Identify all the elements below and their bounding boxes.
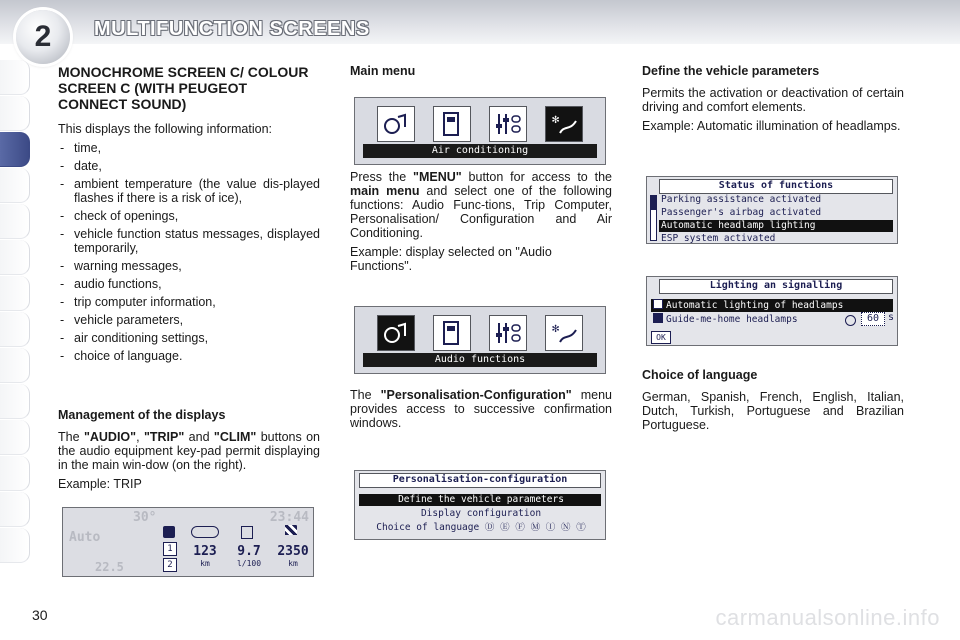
page-number: 30	[32, 607, 48, 623]
info-list	[58, 141, 320, 363]
fuel-icon	[191, 526, 219, 538]
settings-icon	[489, 315, 527, 351]
language-section	[642, 368, 904, 437]
air-conditioning-icon	[545, 106, 583, 142]
lighting-screen	[646, 276, 898, 346]
chapter-tab-8[interactable]	[0, 312, 30, 347]
audio-icon	[377, 315, 415, 351]
list-item: Passenger's airbag activated	[661, 207, 822, 218]
list-item: ESP system activated	[661, 233, 776, 244]
personalisation-section	[350, 388, 612, 435]
menu-selection-label: Audio functions	[363, 353, 597, 367]
climate-setting: 22.5	[95, 560, 124, 574]
climate-mode: Auto	[69, 530, 101, 545]
clock-readout: 23:44	[269, 510, 309, 525]
trip-value-3: 2350 km	[277, 544, 309, 568]
list-item: - date,	[58, 159, 320, 173]
chapter-tabs	[0, 60, 30, 564]
screen-title: Personalisation-configuration	[359, 473, 601, 488]
chapter-tab-9[interactable]	[0, 348, 30, 383]
finish-flag-icon	[285, 525, 297, 535]
trash-icon	[241, 526, 253, 539]
management-text: The "AUDIO", "TRIP" and "CLIM" buttons on the audio equipment key-pad permit displaying in the main win-dow (on the right).	[58, 430, 321, 472]
trip-computer-icon	[433, 315, 471, 351]
page-title: MULTIFUNCTION SCREENS	[94, 18, 370, 40]
list-item: - trip computer information,	[58, 295, 320, 309]
language-title: Choice of language	[642, 368, 758, 382]
ok-button: OK	[651, 331, 671, 344]
checkbox	[653, 299, 663, 309]
main-menu-title: Main menu	[350, 64, 416, 78]
list-item: Define the vehicle parameters	[359, 494, 601, 506]
list-item: - vehicle function status messages, displayed temporarily,	[58, 227, 320, 255]
chapter-tab-1[interactable]	[0, 60, 30, 95]
menu-instructions	[350, 170, 612, 278]
list-item: Guide-me-home headlamps	[651, 313, 803, 326]
trip-tab-2: 2	[163, 558, 177, 572]
chapter-number: 2	[34, 20, 52, 53]
middle-column	[350, 64, 612, 86]
list-item: Display configuration	[420, 508, 542, 519]
chapter-tab-13[interactable]	[0, 492, 30, 527]
left-column	[58, 64, 320, 367]
temperature-readout: 30°	[133, 510, 157, 525]
list-item: - audio functions,	[58, 277, 320, 291]
audio-icon	[377, 106, 415, 142]
menu-selection-label: Air conditioning	[363, 144, 597, 158]
list-item: - air conditioning settings,	[58, 331, 320, 345]
trip-computer-icon	[433, 106, 471, 142]
list-item: - time,	[58, 141, 320, 155]
screen-title: Lighting an signalling	[659, 279, 893, 294]
timer-icon	[845, 315, 856, 326]
car-icon	[163, 526, 175, 538]
language-text: German, Spanish, French, English, Italian, Dutch, Turkish, Portuguese and Brazilian Portuguese.	[642, 390, 904, 432]
timer-value: 60	[861, 312, 885, 326]
main-menu-screen-audio	[354, 306, 606, 374]
chapter-tab-14[interactable]	[0, 528, 30, 563]
scrollbar	[650, 195, 657, 241]
screen-title: Status of functions	[659, 179, 893, 194]
watermark: carmanualsonline.info	[715, 605, 940, 630]
main-menu-screen-air	[354, 97, 606, 165]
chapter-tab-10[interactable]	[0, 384, 30, 419]
example-trip: Example: TRIP	[58, 477, 142, 491]
screen-type-title: MONOCHROME SCREEN C/ COLOUR SCREEN C (WITH PEUGEOT CONNECT SOUND)	[58, 64, 309, 112]
chapter-tab-11[interactable]	[0, 420, 30, 455]
settings-icon	[489, 106, 527, 142]
chapter-tab-3-active[interactable]	[0, 132, 30, 167]
svg-text:✻: ✻	[552, 321, 560, 335]
list-item: - warning messages,	[58, 259, 320, 273]
svg-text:✻: ✻	[552, 112, 560, 126]
trip-computer-screen	[62, 507, 314, 577]
management-section	[58, 408, 320, 496]
list-item: - check of openings,	[58, 209, 320, 223]
status-screen	[646, 176, 898, 244]
trip-value-1: 123 km	[193, 544, 217, 568]
chapter-tab-12[interactable]	[0, 456, 30, 491]
trip-tab-1: 1	[163, 542, 177, 556]
list-item: Automatic headlamp lighting	[659, 220, 893, 232]
chapter-tab-6[interactable]	[0, 240, 30, 275]
vehicle-params-example: Example: Automatic illumination of headlamps.	[642, 119, 901, 133]
list-item: Choice of language Ⓓ Ⓔ Ⓕ Ⓜ Ⓘ Ⓝ Ⓣ	[376, 522, 586, 533]
chapter-tab-4[interactable]	[0, 168, 30, 203]
intro-text: This displays the following information:	[58, 122, 272, 136]
management-title: Management of the displays	[58, 408, 226, 422]
personalisation-screen	[354, 470, 606, 540]
list-item: - ambient temperature (the value dis-played flashes if there is a risk of ice),	[58, 177, 320, 205]
trip-value-2: 9.7 l/100	[236, 544, 262, 568]
chapter-badge	[16, 10, 70, 64]
list-item: Parking assistance activated	[661, 194, 822, 205]
air-conditioning-icon	[545, 315, 583, 351]
chapter-tab-5[interactable]	[0, 204, 30, 239]
vehicle-params-text: Permits the activation or deactivation of certain driving and comfort elements.	[642, 86, 904, 114]
press-menu-text: Press the "MENU" button for access to the main menu and select one of the following functions: Audio Func-tions, Trip Computer, Personalisation/ Configuration and Air Conditioning.	[350, 170, 612, 240]
right-column	[642, 64, 904, 138]
vehicle-params-title: Define the vehicle parameters	[642, 64, 820, 78]
personalisation-text: The "Personalisation-Configuration" menu provides access to successive confirmation windows.	[350, 388, 612, 430]
checkbox-checked	[653, 313, 663, 323]
list-item: Automatic lighting of headlamps	[651, 299, 893, 312]
timer-unit: s	[888, 312, 895, 323]
list-item: - choice of language.	[58, 349, 320, 363]
chapter-tab-7[interactable]	[0, 276, 30, 311]
list-item: - vehicle parameters,	[58, 313, 320, 327]
example-audio-text: Example: display selected on "Audio Functions".	[350, 245, 552, 273]
chapter-tab-2[interactable]	[0, 96, 30, 131]
